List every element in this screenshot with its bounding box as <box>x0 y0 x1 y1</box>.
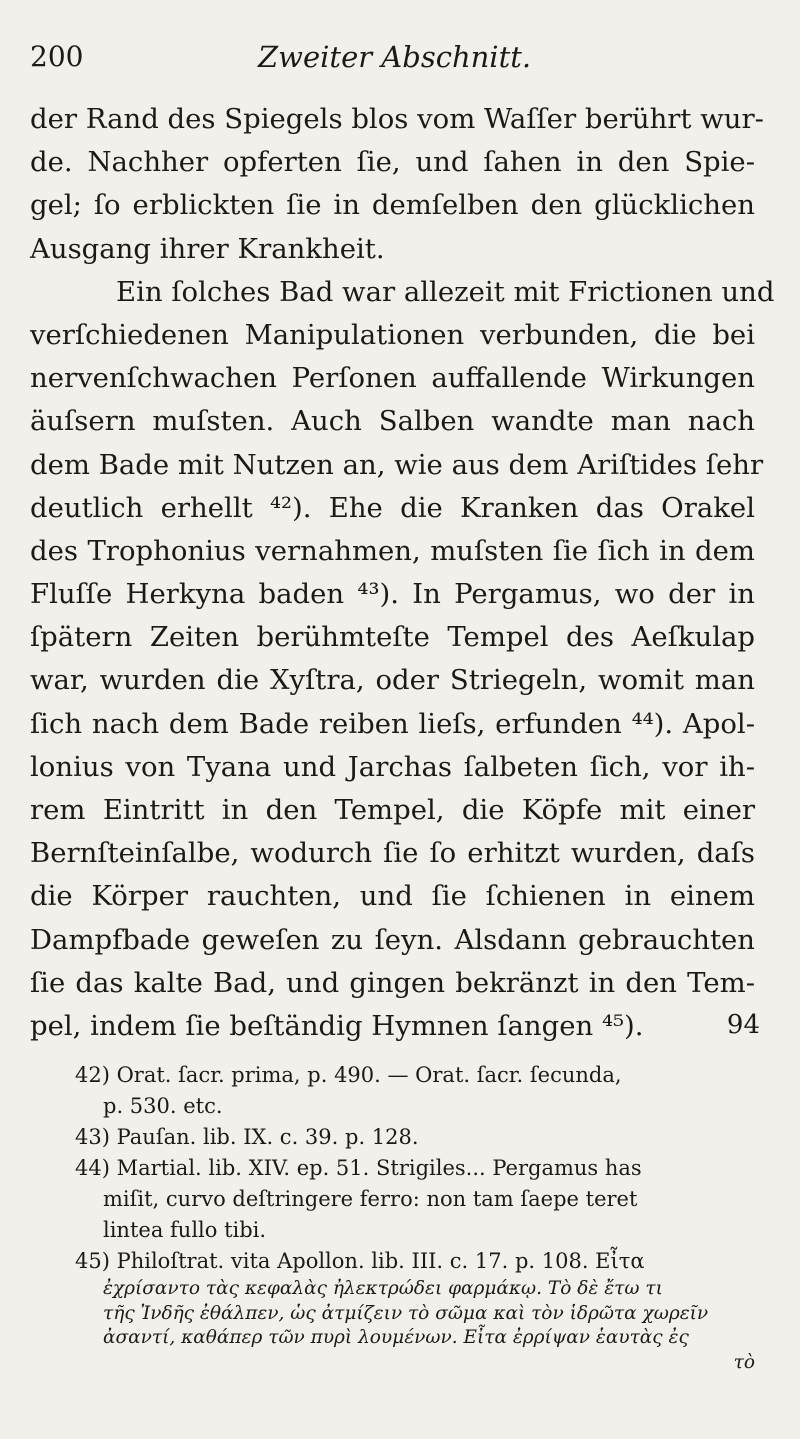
running-title: Zweiter Abschnitt. <box>258 40 532 74</box>
footnote-42 <box>75 1060 755 1122</box>
body-line: nervenſchwachen Perſonen auffallende Wirkungen <box>30 362 755 395</box>
body-line: Fluſſe Herkyna baden ⁴³). In Pergamus, wo der in <box>30 578 755 611</box>
footnote-43 <box>75 1122 755 1153</box>
body-line: Bernſteinſalbe, wodurch ſie ſo erhitzt wurden, daſs <box>30 837 755 870</box>
body-line: gel; ſo erblickten ſie in demſelben den glücklichen <box>30 189 755 222</box>
footnote-line: ἐχρίσαντο τὰς κεφαλὰς ἠλεκτρώδει φαρμάκῳ. Τὸ δὲ ἔτω τι <box>103 1278 663 1299</box>
body-line: ſie das kalte Bad, und gingen bekränzt in den Tem- <box>30 966 755 999</box>
body-line: der Rand des Spiegels blos vom Waſſer berührt wur- <box>30 103 764 135</box>
body-text <box>30 98 775 1048</box>
body-line: verſchiedenen Manipulationen verbunden, die bei <box>30 318 755 351</box>
footnote-line: p. 530. etc. <box>103 1094 223 1118</box>
footnote-44 <box>75 1153 755 1246</box>
body-line: Ausgang ihrer Krankheit. <box>30 232 385 265</box>
body-line: ſpätern Zeiten berühmteſte Tempel des Aeſkulap <box>30 621 755 654</box>
footnote-45 <box>75 1246 755 1277</box>
body-line: de. Nachher opferten ſie, und ſahen in den Spie- <box>30 146 755 179</box>
body-line: die Körper rauchten, und ſie ſchienen in einem <box>30 880 755 913</box>
footnote-line: 45) Philoſtrat. vita Apollon. lib. III. c. 17. p. 108. Εἶτα <box>75 1249 645 1273</box>
body-line: dem Bade mit Nutzen an, wie aus dem Ariſtides ſehr <box>30 448 764 481</box>
body-line: lonius von Tyana und Jarchas ſalbeten ſich, vor ih- <box>30 750 755 783</box>
body-line: war, wurden die Xyſtra, oder Striegeln, womit man <box>30 664 755 697</box>
footnote-line: 44) Martial. lib. XIV. ep. 51. Strigiles... Pergamus has <box>75 1156 642 1180</box>
footnote-line: τὸ <box>733 1351 755 1373</box>
body-line: äuſsern muſsten. Auch Salben wandte man nach <box>30 405 755 438</box>
footnote-line: lintea fullo tibi. <box>103 1218 267 1242</box>
body-line: des Trophonius vernahmen, muſsten ſie ſich in dem <box>30 534 755 567</box>
body-line: deutlich erhellt ⁴²). Ehe die Kranken das Orakel <box>30 491 755 524</box>
footnote-line: 43) Pauſan. lib. IX. c. 39. p. 128. <box>75 1125 419 1149</box>
body-line: ſich nach dem Bade reiben lieſs, erfunden ⁴⁴). Apol- <box>30 707 755 740</box>
body-line: rem Eintritt in den Tempel, die Köpfe mit einer <box>30 794 755 826</box>
signature-mark: 94 <box>726 1010 760 1040</box>
footnote-line: 42) Orat. ſacr. prima, p. 490. — Orat. ſacr. ſecunda, <box>75 1063 622 1087</box>
footnote-45-greek <box>75 1277 755 1375</box>
footnote-line: ἀσαντί, καθάπερ τῶν πυρὶ λουμένων. Εἶτα ἐρρίψαν ἑαυτὰς ἐς <box>103 1327 689 1348</box>
body-line: Dampfbade geweſen zu ſeyn. Alsdann gebrauchten <box>30 923 755 956</box>
footnote-line: τῆς Ἰνδῆς ἐθάλπεν, ὡς ἀτμίζειν τὸ σῶμα καὶ τὸν ἱδρῶτα χωρεῖν <box>103 1302 709 1324</box>
footnotes <box>75 1060 755 1375</box>
footnote-line: miſit, curvo deſtringere ferro: non tam ſaepe teret <box>103 1187 638 1211</box>
body-line: Ein ſolches Bad war allezeit mit Frictionen und <box>116 275 775 308</box>
page-number: 200 <box>30 40 84 73</box>
page-header <box>30 40 760 84</box>
body-line: pel, indem ſie beſtändig Hymnen ſangen ⁴⁵). <box>30 1009 644 1042</box>
